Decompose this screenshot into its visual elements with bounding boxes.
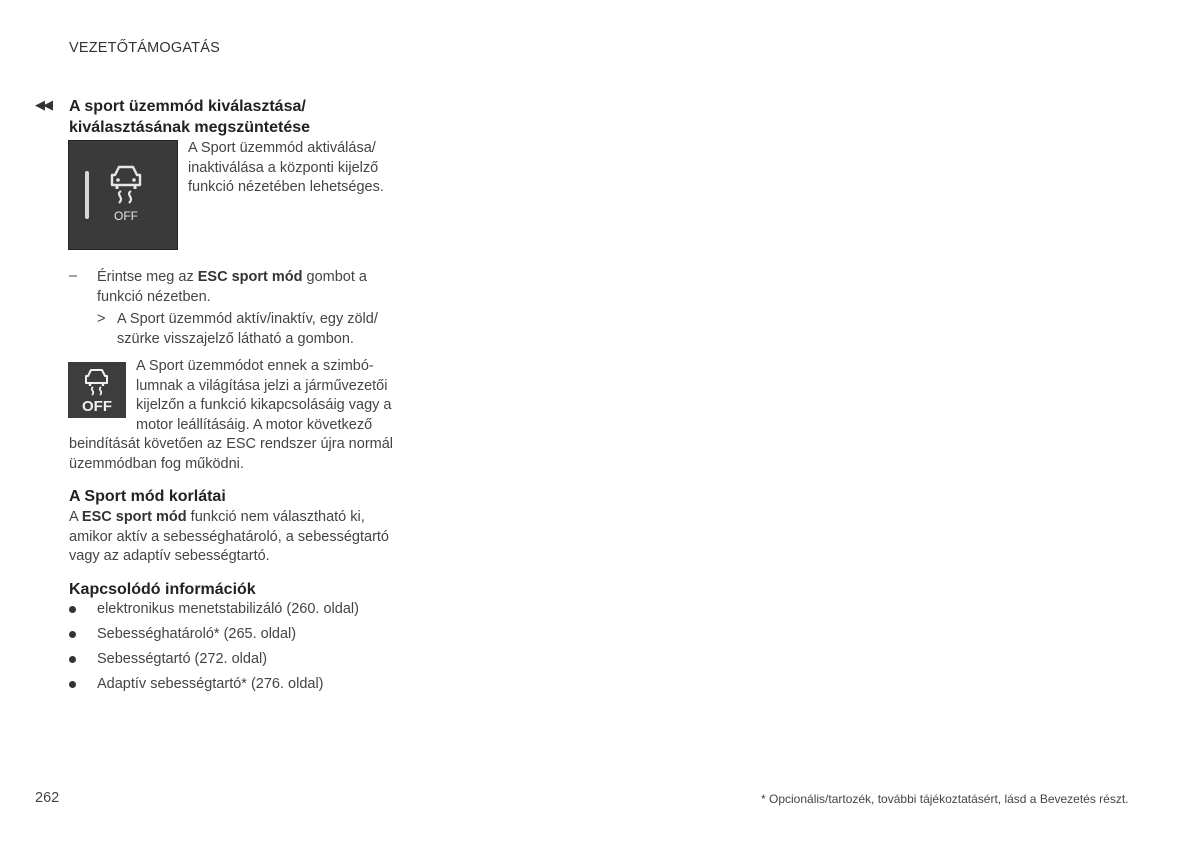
intro-paragraph [188, 139, 384, 198]
bullet-icon [69, 681, 76, 688]
esc-sport-button-image [68, 140, 178, 250]
section-title-line2: kiválasztásának megszüntetése [69, 119, 311, 136]
bullet-icon [69, 656, 76, 663]
esc-sport-mode-term: ESC sport mód [81, 509, 187, 525]
intro-line: A Sport üzemmód aktiválása/ [188, 140, 376, 156]
result-marker: > [97, 311, 106, 327]
traction-control-off-icon [107, 163, 147, 225]
section-title-line1: A sport üzemmód kiválasztása/ [69, 98, 306, 115]
intro-line: funkció nézetében lehetséges. [188, 179, 384, 195]
traction-control-off-symbol-icon [77, 367, 117, 415]
page-number: 262 [35, 790, 60, 806]
intro-line: inaktiválása a központi kijelző [188, 159, 379, 176]
indicator-bar [85, 171, 89, 219]
continued-arrows-icon: ◀◀ [35, 97, 51, 112]
sport-mode-limits-text: A ESC sport mód funkció nem választható ki, amikor aktív a sebességhatároló, a sebességtartó vagy az adaptív sebességtartó. [69, 509, 389, 564]
esc-sport-mode-term: ESC sport mód [197, 269, 303, 285]
step-instruction: Érintse meg az ESC sport mód gombot a funkció nézetben. [97, 269, 367, 305]
big-icon-off-text: OFF [114, 209, 138, 223]
symbol-paragraph-full: beindítását követően az ESC rendszer újra normál üzemmódban fog működni. [69, 436, 394, 472]
sport-mode-limits-heading: A Sport mód korlátai [69, 488, 226, 505]
step-dash: – [69, 268, 78, 284]
section-title [69, 96, 310, 138]
footnote: * Opcionális/tartozék, további tájékoztatásért, lásd a Bevezetés részt. [761, 792, 1129, 806]
section-header: VEZETŐTÁMOGATÁS [69, 40, 220, 56]
small-icon-off-text: OFF [82, 398, 112, 415]
bullet-icon [69, 606, 76, 613]
result-text: A Sport üzemmód aktív/inaktív, egy zöld/ szürke visszajelző látható a gombon. [117, 311, 378, 347]
bullet-icon [69, 631, 76, 638]
symbol-paragraph-wrap: A Sport üzemmódot ennek a szimbó- lumnak a világítása jelzi a járművezetői kijelzőn a funkció kikapcsolásáig vagy a motor leállításáig. A motor következő [136, 358, 392, 433]
related-info-heading: Kapcsolódó információk [69, 581, 256, 598]
sport-mode-symbol [68, 362, 126, 418]
